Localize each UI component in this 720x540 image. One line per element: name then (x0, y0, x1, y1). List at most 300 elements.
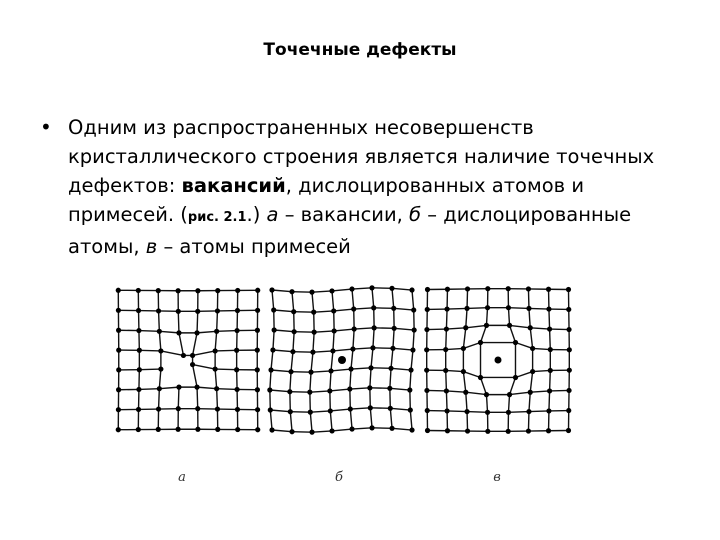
lattice-atom (506, 429, 511, 434)
lattice-bond (530, 372, 532, 393)
lattice-bond (372, 288, 374, 308)
lattice-bond (313, 332, 314, 352)
lattice-bond (466, 308, 467, 327)
lattice-atom (389, 286, 394, 291)
lattice-atom (190, 362, 195, 367)
lattice-atom (408, 367, 413, 372)
lattice-atom (255, 348, 260, 353)
lattice-panel-a (116, 288, 261, 433)
lattice-atom (547, 326, 552, 331)
lattice-atom (272, 327, 277, 332)
lattice-bond (273, 330, 274, 350)
lattice-atom (255, 308, 260, 313)
lattice-atom (530, 346, 535, 351)
lattice-atom (234, 328, 239, 333)
lattice-atom (307, 390, 312, 395)
lattice-bond (528, 412, 529, 431)
lattice-atom (157, 386, 162, 391)
lattice-bond (330, 411, 332, 431)
lattice-atom (136, 407, 141, 412)
lattice-bond (352, 428, 372, 429)
lattice-bond (272, 290, 292, 292)
lattice-atom (463, 390, 468, 395)
lattice-bond (312, 292, 314, 312)
lattice-atom (546, 408, 551, 413)
lattice-atom (116, 427, 121, 432)
lattice-atom (526, 428, 531, 433)
lattice-bond (333, 331, 334, 351)
label-c-inline: в (145, 235, 158, 258)
lattice-atom (444, 306, 449, 311)
lattice-atom (443, 368, 448, 373)
interstitial-atom (338, 356, 346, 364)
lattice-atom (215, 308, 220, 313)
lattice-atom (214, 386, 219, 391)
lattice-bond (481, 377, 487, 394)
lattice-bond (550, 329, 569, 330)
lattice-bond (310, 412, 312, 432)
lattice-atom (484, 392, 489, 397)
lattice-bond (161, 351, 184, 355)
text-part3: .) (246, 203, 261, 226)
lattice-atom (389, 426, 394, 431)
lattice-bond (446, 309, 447, 329)
lattice-atom (330, 348, 335, 353)
lattice-atom (289, 429, 294, 434)
lattice-bond (391, 348, 393, 368)
lattice-bond (139, 389, 159, 390)
lattice-bond (270, 410, 272, 430)
lattice-atom (567, 347, 572, 352)
lattice-bond (390, 388, 410, 390)
lattice-atom (308, 410, 313, 415)
lattice-atom (234, 348, 239, 353)
lattice-bond (159, 369, 161, 389)
lattice-atom (387, 386, 392, 391)
lattice-bond (508, 308, 509, 326)
lattice-bond (508, 395, 509, 413)
lattice-atom (411, 307, 416, 312)
lattice-atom (116, 407, 121, 412)
lattice-atom (347, 386, 352, 391)
lattice-bond (351, 368, 371, 369)
lattice-atom (331, 308, 336, 313)
lattice-atom (507, 323, 512, 328)
lattice-bond (392, 288, 412, 290)
lattice-atom (424, 327, 429, 332)
lattice-bond (139, 331, 159, 332)
lattice-bond (467, 289, 468, 308)
lattice-atom (116, 348, 121, 353)
lattice-atom (369, 425, 374, 430)
lattice-bond (330, 371, 331, 391)
lattice-bond (530, 328, 549, 329)
lattice-atom (485, 305, 490, 310)
lattice-bond (392, 428, 412, 430)
lattice-bond (373, 328, 374, 348)
lattice-bond (446, 370, 464, 371)
lattice-atom (255, 367, 260, 372)
lattice-atom (329, 288, 334, 293)
lattice-bond (311, 352, 313, 372)
lattice-atom (485, 410, 490, 415)
lattice-bond (391, 368, 411, 370)
lattice-atom (311, 310, 316, 315)
lattice-bond (271, 350, 273, 370)
lattice-atom (370, 345, 375, 350)
lattice-bond (533, 348, 551, 349)
lattice-atom (526, 286, 531, 291)
lattice-atom (367, 385, 372, 390)
lattice-bond (466, 392, 487, 394)
lattice-atom (136, 328, 141, 333)
lattice-atom (566, 307, 571, 312)
text-part6: – атомы примесей (163, 235, 351, 258)
lattice-bond (313, 351, 333, 352)
lattice-atom (528, 390, 533, 395)
panel-label-a: а (178, 470, 186, 485)
label-b-inline: б (409, 203, 422, 226)
lattice-atom (235, 427, 240, 432)
lattice-bond (466, 325, 487, 327)
lattice-atom (351, 306, 356, 311)
lattice-atom (136, 387, 141, 392)
lattice-bond (217, 389, 218, 409)
lattice-bond (331, 369, 351, 371)
lattice-atom (507, 392, 512, 397)
lattice-bond (549, 309, 550, 329)
bullet-text (68, 113, 678, 261)
lattice-atom (255, 288, 260, 293)
lattice-atom (424, 368, 429, 373)
lattice-atom (484, 323, 489, 328)
lattice-atom (444, 326, 449, 331)
lattice-atom (137, 367, 142, 372)
lattice-atom (445, 428, 450, 433)
lattice-bond (273, 350, 293, 352)
lattice-atom (136, 308, 141, 313)
lattice-bond (215, 350, 237, 351)
lattice-bond (353, 348, 373, 349)
lattice-bond (393, 328, 394, 348)
lattice-atom (425, 428, 430, 433)
lattice-bond (193, 351, 216, 355)
lattice-bond (292, 292, 294, 312)
lattice-bond (390, 408, 392, 428)
lattice-atom (268, 367, 273, 372)
lattice-atom (566, 388, 571, 393)
lattice-bond (529, 308, 549, 309)
lattice-atom (445, 287, 450, 292)
text-part2: , дислоцированных атомов и примесей. ( (68, 174, 584, 226)
lattice-bond (159, 389, 160, 409)
lattice-bond (515, 343, 532, 349)
lattice-bond (310, 411, 330, 412)
lattice-atom (425, 307, 430, 312)
lattice-atom (195, 288, 200, 293)
lattice-bond (217, 389, 237, 390)
lattice-atom (506, 410, 511, 415)
lattice-bond (193, 333, 197, 356)
lattice-atom (566, 408, 571, 413)
lattice-atom (291, 309, 296, 314)
lattice-bond (215, 331, 217, 351)
lattice-atom (116, 328, 121, 333)
lattice-bond (390, 368, 391, 388)
bullet-icon: • (40, 115, 52, 139)
lattice-atom (444, 388, 449, 393)
lattice-atom (234, 367, 239, 372)
lattice-atom (156, 308, 161, 313)
lattice-atom (271, 307, 276, 312)
lattice-atom (158, 348, 163, 353)
lattice-atom (288, 369, 293, 374)
lattice-bond (530, 328, 532, 349)
lattice-bond (427, 390, 446, 391)
lattice-bond (159, 331, 179, 333)
lattice-bond (334, 309, 354, 311)
lattice-atom (267, 387, 272, 392)
figure-reference: рис. 2.1 (187, 210, 247, 225)
lattice-bond (272, 430, 292, 432)
lattice-atom (526, 409, 531, 414)
lattice-atom (485, 286, 490, 291)
lattice-atom (463, 325, 468, 330)
lattice-bond (353, 329, 354, 349)
lattice-bond (447, 411, 467, 412)
lattice-atom (547, 388, 552, 393)
lattice-bond (197, 387, 198, 409)
lattice-atom (546, 287, 551, 292)
lattice-bond (179, 333, 183, 356)
lattice-atom (156, 406, 161, 411)
lattice-atom (465, 428, 470, 433)
lattice-atom (424, 347, 429, 352)
lattice-atom (348, 366, 353, 371)
lattice-atom (348, 406, 353, 411)
lattice-bond (332, 429, 352, 431)
lattice-atom (425, 287, 430, 292)
lattice-bond (159, 311, 160, 331)
lattice-atom (371, 305, 376, 310)
lattice-atom (292, 329, 297, 334)
lattice-atom (195, 309, 200, 314)
lattice-bond (197, 331, 217, 333)
lattice-bond (159, 331, 161, 351)
lattice-bond (310, 391, 330, 392)
lattice-bond (350, 408, 370, 409)
lattice-bond (411, 350, 413, 370)
text-part1: Одним из распространенных несовершенств кристаллического строения является наличие точечных дефектов: (68, 116, 655, 197)
lattice-atom (506, 305, 511, 310)
lattice-atom (329, 428, 334, 433)
lattice-bond (390, 408, 410, 410)
lattice-bond (549, 391, 550, 411)
lattice-atom (255, 407, 260, 412)
lattice-atom (349, 426, 354, 431)
lattice-atom (195, 427, 200, 432)
lattice-atom (234, 387, 239, 392)
lattice-bond (352, 289, 354, 309)
lattice-atom (215, 288, 220, 293)
lattice-bond (392, 288, 394, 308)
lattice-bond (463, 328, 465, 349)
lattice-bond (510, 392, 531, 394)
lattice-atom (461, 369, 466, 374)
lattice-atom (156, 288, 161, 293)
lattice-bond (463, 343, 480, 349)
lattice-atom (235, 308, 240, 313)
lattice-bond (447, 308, 467, 309)
lattice-bond (270, 370, 271, 390)
lattice-bond (330, 409, 350, 411)
lattice-bond (412, 290, 414, 310)
lattice-bond (274, 330, 294, 332)
lattice-atom (327, 388, 332, 393)
lattice-atom (443, 347, 448, 352)
lattice-bond (139, 350, 161, 351)
lattice-bond (197, 387, 217, 389)
lattice-atom (392, 326, 397, 331)
lattice-atom (513, 375, 518, 380)
lattice-atom (530, 369, 535, 374)
slide-title: Точечные дефекты (263, 40, 457, 60)
lattice-bond (529, 308, 530, 327)
lattice-atom (269, 427, 274, 432)
lattice-bond (159, 387, 179, 389)
lattice-atom (288, 409, 293, 414)
lattice-bond (312, 431, 332, 432)
lattice-bond (446, 370, 447, 390)
panel-label-c: в (493, 470, 501, 485)
point-defects-figure (110, 282, 580, 492)
lattice-bond (530, 391, 549, 392)
lattice-atom (328, 408, 333, 413)
lattice-atom (567, 368, 572, 373)
lattice-atom (176, 385, 181, 390)
lattice-atom (546, 306, 551, 311)
lattice-atom (444, 408, 449, 413)
lattice-bond (413, 330, 414, 350)
lattice-atom (548, 368, 553, 373)
panel-label-b: б (335, 470, 343, 485)
lattice-atom (269, 287, 274, 292)
lattice-bond (334, 329, 354, 331)
lattice-atom (213, 348, 218, 353)
bold-term: вакансий (181, 174, 286, 197)
lattice-bond (331, 351, 333, 371)
lattice-bond (352, 288, 372, 289)
lattice-atom (290, 349, 295, 354)
lattice-bond (463, 372, 480, 378)
lattice-atom (478, 375, 483, 380)
lattice-atom (332, 328, 337, 333)
lattice-atom (308, 370, 313, 375)
lattice-atom (157, 329, 162, 334)
lattice-atom (328, 368, 333, 373)
lattice-bond (529, 411, 549, 412)
lattice-diagrams (110, 282, 580, 472)
lattice-bond (410, 410, 412, 430)
lattice-bond (510, 325, 516, 342)
lattice-atom (270, 347, 275, 352)
lattice-atom (368, 405, 373, 410)
lattice-atom (235, 288, 240, 293)
lattice-bond (370, 368, 371, 388)
lattice-atom (548, 347, 553, 352)
lattice-atom (116, 387, 121, 392)
lattice-bond (291, 352, 293, 372)
lattice-atom (215, 427, 220, 432)
lattice-bond (314, 311, 334, 312)
lattice-atom (506, 286, 511, 291)
lattice-atom (391, 306, 396, 311)
lattice-bond (350, 388, 370, 389)
lattice-atom (214, 329, 219, 334)
lattice-atom (369, 285, 374, 290)
lattice-atom (176, 427, 181, 432)
lattice-atom (195, 406, 200, 411)
lattice-bond (310, 372, 311, 392)
lattice-bond (333, 349, 353, 351)
lattice-atom (388, 366, 393, 371)
lattice-bond (215, 369, 237, 370)
lattice-atom (156, 427, 161, 432)
lattice-atom (349, 286, 354, 291)
lattice-bond (394, 328, 414, 330)
lattice-bond (486, 308, 487, 326)
lattice-atom (310, 350, 315, 355)
lattice-atom (181, 353, 186, 358)
lattice-atom (409, 427, 414, 432)
lattice-atom (116, 367, 121, 372)
lattice-bond (446, 391, 447, 411)
lattice-bond (394, 308, 414, 310)
lattice-atom (372, 325, 377, 330)
lattice-bond (271, 370, 291, 372)
lattice-atom (194, 385, 199, 390)
lattice-bond (370, 408, 372, 428)
lattice-atom (289, 289, 294, 294)
label-a-inline: а (266, 203, 279, 226)
lattice-bond (293, 332, 294, 352)
lattice-atom (409, 287, 414, 292)
lattice-bond (510, 325, 531, 327)
lattice-bond (351, 349, 353, 369)
lattice-bond (550, 329, 551, 349)
lattice-atom (424, 388, 429, 393)
lattice-atom (176, 288, 181, 293)
lattice-bond (550, 390, 569, 391)
lattice-bond (354, 328, 374, 329)
lattice-bond (410, 370, 411, 390)
lattice-bond (197, 311, 198, 333)
lattice-bond (508, 308, 528, 309)
lattice-atom (465, 286, 470, 291)
lattice-atom (136, 288, 141, 293)
lattice-atom (116, 308, 121, 313)
lattice-panel-c (424, 286, 572, 434)
lattice-bond (193, 365, 216, 369)
lattice-atom (287, 389, 292, 394)
lattice-atom (410, 347, 415, 352)
lattice-bond (217, 331, 237, 332)
lattice-atom (461, 346, 466, 351)
lattice-bond (178, 311, 179, 333)
lattice-bond (178, 387, 179, 409)
lattice-atom (350, 346, 355, 351)
lattice-atom (158, 366, 163, 371)
